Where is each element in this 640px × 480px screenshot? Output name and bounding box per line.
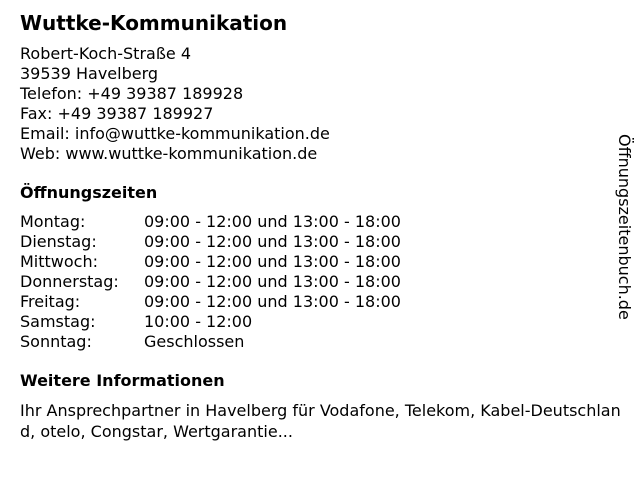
- further-info-heading: Weitere Informationen: [20, 371, 225, 390]
- hours-row-thursday: [20, 272, 620, 292]
- opening-hours-heading: Öffnungszeiten: [20, 183, 158, 202]
- hours-day: Montag:: [20, 212, 86, 231]
- street-address: Robert-Koch-Straße 4: [20, 44, 192, 63]
- hours-day: Samstag:: [20, 312, 96, 331]
- hours-row-sunday: [20, 332, 620, 352]
- hours-row-saturday: [20, 312, 620, 332]
- hours-row-friday: [20, 292, 620, 312]
- hours-row-wednesday: [20, 252, 620, 272]
- hours-time: 09:00 - 12:00 und 13:00 - 18:00: [144, 272, 401, 291]
- web-line[interactable]: Web: www.wuttke-kommunikation.de: [20, 144, 318, 163]
- business-card: [20, 10, 620, 442]
- fax-line: Fax: +49 39387 189927: [20, 104, 214, 123]
- opening-hours-table: [20, 212, 620, 352]
- address-block: [20, 44, 620, 164]
- hours-day: Dienstag:: [20, 232, 97, 251]
- business-name: Wuttke-Kommunikation: [20, 11, 288, 35]
- hours-day: Sonntag:: [20, 332, 92, 351]
- hours-row-tuesday: [20, 232, 620, 252]
- hours-time: Geschlossen: [144, 332, 245, 351]
- hours-row-monday: [20, 212, 620, 232]
- hours-time: 09:00 - 12:00 und 13:00 - 18:00: [144, 292, 401, 311]
- hours-day: Freitag:: [20, 292, 81, 311]
- hours-day: Donnerstag:: [20, 272, 119, 291]
- hours-time: 09:00 - 12:00 und 13:00 - 18:00: [144, 232, 401, 251]
- hours-time: 09:00 - 12:00 und 13:00 - 18:00: [144, 252, 401, 271]
- hours-time: 10:00 - 12:00: [144, 312, 253, 331]
- further-info-text: Ihr Ansprechpartner in Havelberg für Vodafone, Telekom, Kabel-Deutschland, otelo, Congstar, Wertgarantie...: [20, 401, 621, 441]
- city-address: 39539 Havelberg: [20, 64, 159, 83]
- hours-time: 09:00 - 12:00 und 13:00 - 18:00: [144, 212, 401, 231]
- hours-day: Mittwoch:: [20, 252, 98, 271]
- brand-watermark: Öffnungszeitenbuch.de: [615, 134, 634, 320]
- email-line[interactable]: Email: info@wuttke-kommunikation.de: [20, 124, 330, 143]
- phone-line[interactable]: Telefon: +49 39387 189928: [20, 84, 244, 103]
